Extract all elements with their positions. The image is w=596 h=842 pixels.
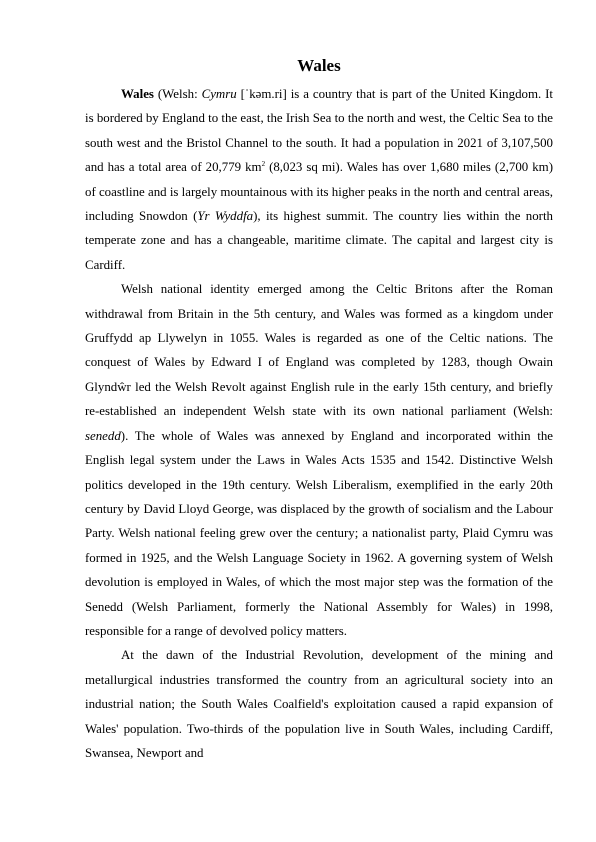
p3-text: At the dawn of the Industrial Revolution, development of the mining and metallurgical industries transformed the country from an agricultural society into an industrial nation; the South Wales Coalfield's exploitation caused a rapid expansion of Wales' population. Two-thirds of the population live in South Wales, including Cardiff, Swansea, Newport and <box>85 648 553 760</box>
document-title: Wales <box>297 56 341 75</box>
superscript: 2 <box>261 160 266 169</box>
welsh-term-senedd: senedd <box>85 428 121 443</box>
paragraph-history <box>85 277 553 643</box>
paragraph-industry <box>85 643 553 765</box>
paragraph-intro <box>85 82 553 277</box>
p2-text-2: ). The whole of Wales was annexed by England and incorporated within the English legal system under the Laws in Wales Acts 1535 and 1542. Distinctive Welsh politics developed in the 19th century. Welsh Liberalism, exemplified in the early 20th century by David Lloyd George, was displaced by the growth of socialism and the Labour Party. Welsh national feeling grew over the century; a nationalist party, Plaid Cymru was formed in 1925, and the Welsh Language Society in 1962. A governing system of Welsh devolution is employed in Wales, of which the most major step was the formation of the Senedd (Welsh Parliament, formerly the National Assembly for Wales) in 1998, responsible for a range of devolved policy matters. <box>85 428 553 638</box>
p1-text-1: (Welsh: <box>153 87 202 101</box>
p1-text-3: (8,023 sq mi). Wales has over 1,680 miles (2,700 km) of coastline and is largely mountainous with its higher peaks in the north and central areas, including Snowdon ( <box>85 160 553 224</box>
welsh-name: Cymru <box>201 87 237 101</box>
document-page <box>85 55 553 765</box>
p1-text-4: ), its highest summit. The country lies within the north temperate zone and has a changeable, maritime climate. The capital and largest city is Cardiff. <box>85 209 554 272</box>
welsh-peak-name: Yr Wyddfa <box>197 209 254 224</box>
lead-term: Wales <box>121 87 154 101</box>
p2-text-1: Welsh national identity emerged among the Celtic Britons after the Roman withdrawal from Britain in the 5th century, and Wales was formed as a kingdom under Gruffydd ap Llywelyn in 1055. Wales is regarded as one of the Celtic nations. The conquest of Wales by Edward I of England was completed by 1283, though Owain Glyndŵr led the Welsh Revolt against English rule in the early 15th century, and briefly re-established an independent Welsh state with its own national parliament (Welsh: <box>85 282 553 419</box>
p1-text-2: [ˈkəm.ri] is a country that is part of the United Kingdom. It is bordered by England to the east, the Irish Sea to the north and west, the Celtic Sea to the south west and the Bristol Channel to the south. It had a population in 2021 of 3,107,500 and has a total area of 20,779 km <box>85 87 554 175</box>
